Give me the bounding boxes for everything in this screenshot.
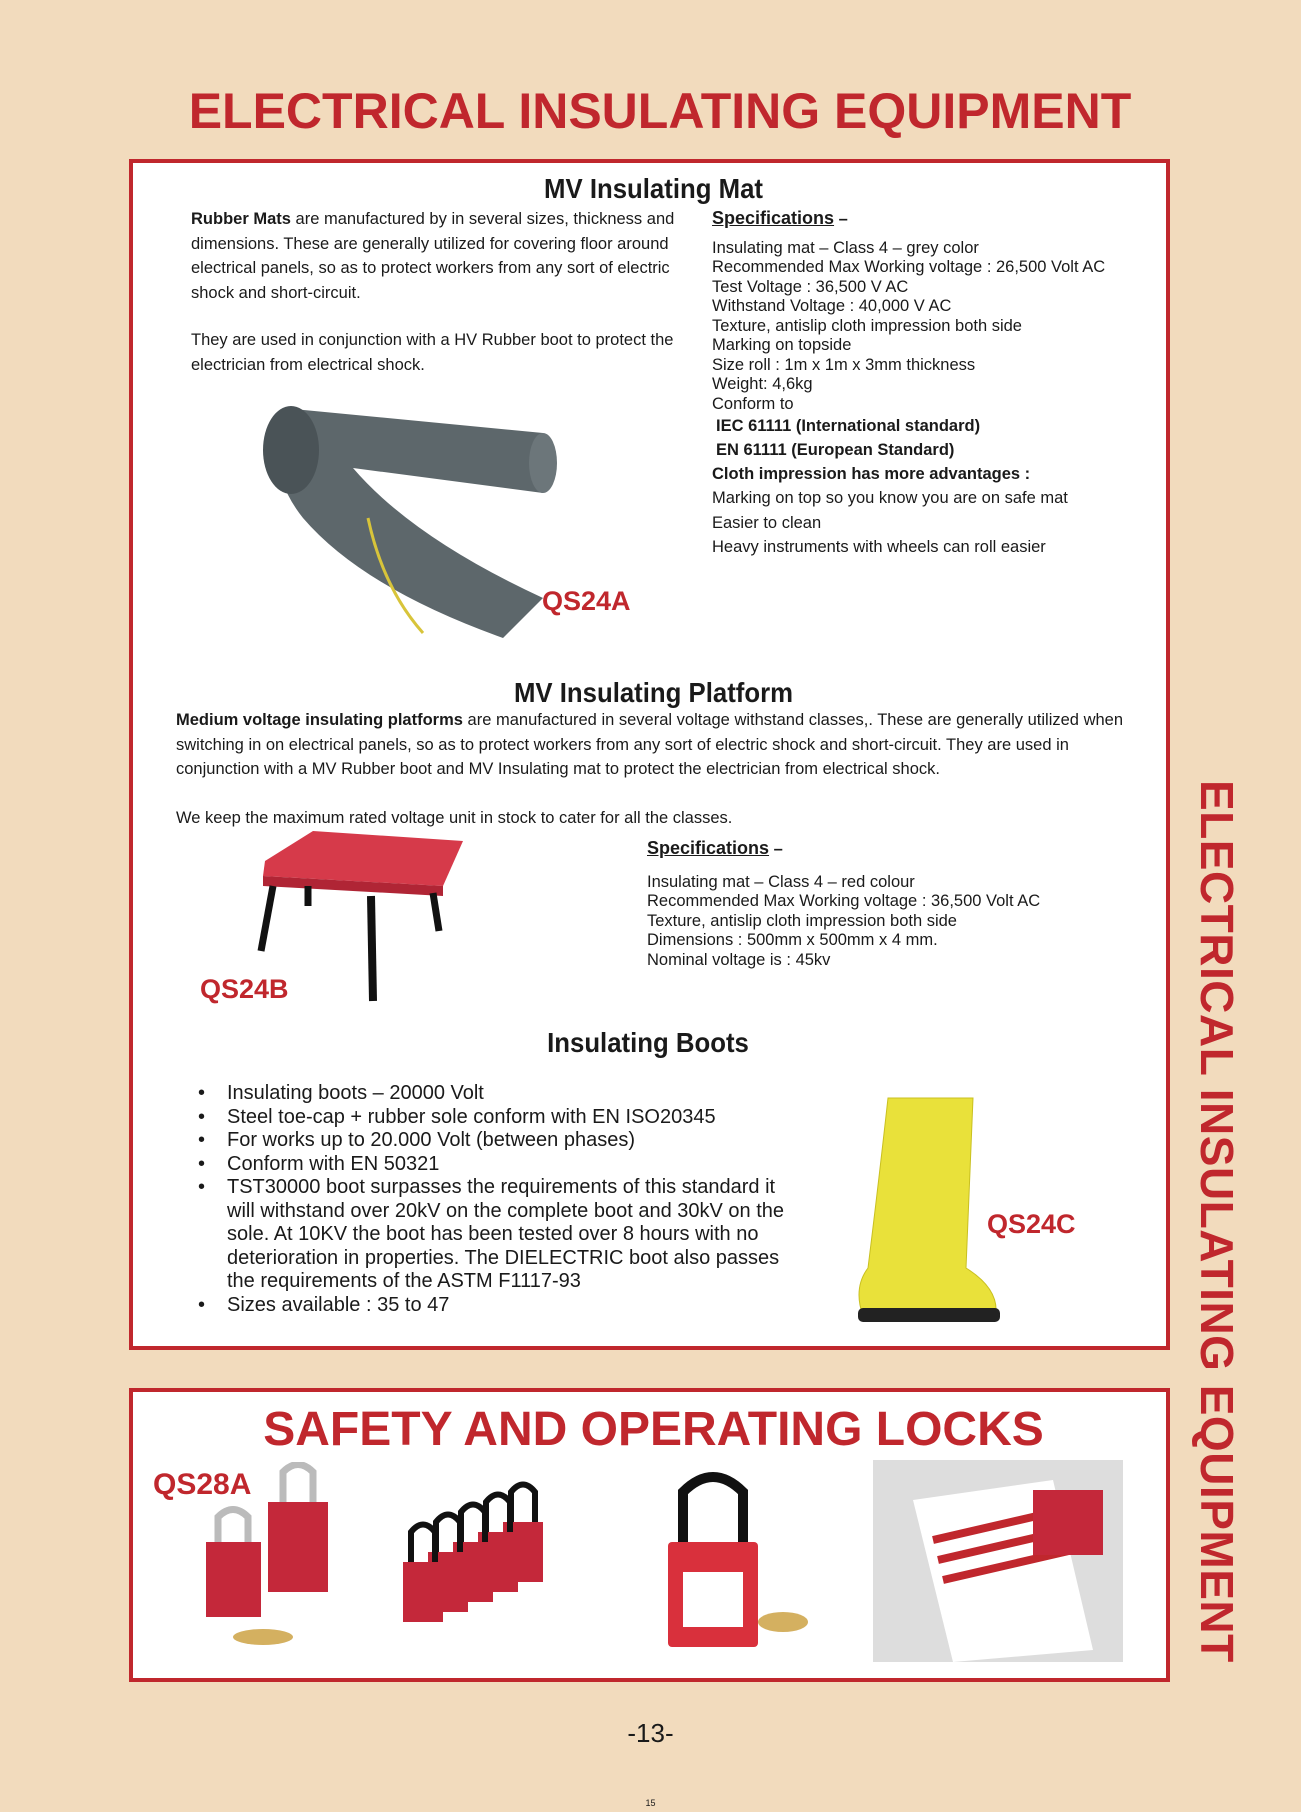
spec-dash: – xyxy=(834,210,848,228)
product-code-qs24a: QS24A xyxy=(542,586,631,616)
standard: IEC 61111 (International standard) xyxy=(716,417,981,435)
locks-heading: SAFETY AND OPERATING LOCKS xyxy=(263,1403,1044,1456)
footer-page-index: 15 xyxy=(645,1798,656,1808)
platform-intro-text: are manufactured in several voltage withstand classes,. These are generally utilized when switching in on electrical panels, so as to protect workers from any sort of electric shock and short-circuit. They are used in conjunction with a MV Rubber boot and MV Insulating mat to protect the electrician from electrical shock. xyxy=(176,711,1124,778)
spec-line: Insulating mat – Class 4 – grey color xyxy=(712,238,979,257)
spec-line: Marking on topside xyxy=(712,336,852,354)
platform-heading: MV Insulating Platform xyxy=(513,677,794,708)
mat-specs xyxy=(712,209,1152,560)
spec-line: Recommended Max Working voltage : 36,500 Volt AC xyxy=(647,892,1041,910)
product-code-qs24b: QS24B xyxy=(200,974,289,1004)
spec-line: Texture, antislip cloth impression both side xyxy=(647,911,957,930)
platform-specs xyxy=(647,839,1127,970)
standard: EN 61111 (European Standard) xyxy=(716,441,955,459)
spec-line: Weight: 4,6kg xyxy=(712,375,813,393)
page-title: ELECTRICAL INSULATING EQUIPMENT xyxy=(188,83,1132,139)
mat-spec-heading: Specifications xyxy=(712,208,835,228)
list-item: • Insulating boots – 20000 Volt xyxy=(198,1082,808,1106)
list-item: • For works up to 20.000 Volt (between phases) xyxy=(198,1129,808,1153)
spec-line: Nominal voltage is : 45kv xyxy=(647,950,831,969)
spec-line: Recommended Max Working voltage : 26,500 Volt AC xyxy=(712,258,1106,276)
mat-intro2: They are used in conjunction with a HV Rubber boot to protect the electrician from electrical shock. xyxy=(191,331,674,374)
advantage: Heavy instruments with wheels can roll easier xyxy=(712,538,1046,556)
locks-panel xyxy=(129,1388,1170,1682)
list-item: • Conform with EN 50321 xyxy=(198,1153,808,1177)
spec-dash: – xyxy=(769,840,783,858)
platform-intro2: We keep the maximum rated voltage unit in stock to cater for all the classes. xyxy=(176,809,733,827)
list-item: • Sizes available : 35 to 47 xyxy=(198,1294,808,1318)
mat-heading: MV Insulating Mat xyxy=(544,173,763,204)
product-code-qs28a: QS28A xyxy=(153,1468,252,1501)
product-code-qs24c: QS24C xyxy=(987,1209,1076,1239)
spec-line: Insulating mat – Class 4 – red colour xyxy=(647,872,915,891)
platform-intro xyxy=(176,708,1136,782)
advantages-heading: Cloth impression has more advantages : xyxy=(712,465,1031,483)
mat-intro-text: are manufactured by in several sizes, thickness and dimensions. These are generally utilized for covering floor around electrical panels, so as to protect workers from any sort of electric shock and short-circuit. xyxy=(191,210,675,302)
spec-line: Withstand Voltage : 40,000 V AC xyxy=(712,297,952,315)
spec-line: Texture, antislip cloth impression both side xyxy=(712,316,1022,335)
mat-intro xyxy=(191,207,683,305)
safety-padlock-image xyxy=(663,1462,813,1652)
spec-line: Dimensions : 500mm x 500mm x 4 mm. xyxy=(647,931,938,949)
mat-intro-bold: Rubber Mats xyxy=(191,210,291,228)
danger-tag-lockout-image xyxy=(873,1460,1123,1662)
platform-intro-bold: Medium voltage insulating platforms xyxy=(176,711,463,729)
side-title: ELECTRICAL INSULATING EQUIPMENT xyxy=(1191,780,1243,1663)
spec-line: Size roll : 1m x 1m x 3mm thickness xyxy=(712,355,976,374)
list-item: • Steel toe-cap + rubber sole conform with EN ISO20345 xyxy=(198,1106,808,1130)
platform-spec-heading: Specifications xyxy=(647,838,770,858)
boots-heading: Insulating Boots xyxy=(547,1027,749,1058)
padlock-set-image xyxy=(373,1472,573,1652)
page-number: -13- xyxy=(627,1718,674,1748)
spec-line: Conform to xyxy=(712,394,794,413)
rubber-mat-image xyxy=(243,388,563,658)
padlocks-image xyxy=(188,1462,338,1652)
advantage: Marking on top so you know you are on safe mat xyxy=(712,489,1068,507)
list-item: • TST30000 boot surpasses the requirements of this standard it will withstand over 20kV on the complete boot and 30kV on the sole. At 10KV the boot has been tested over 8 hours with no deterioration in properties. The DIELECTRIC boot also passes the requirements of the ASTM F1117-93 xyxy=(198,1176,808,1294)
advantage: Easier to clean xyxy=(712,513,822,532)
spec-line: Test Voltage : 36,500 V AC xyxy=(712,277,909,296)
boots-bullet-list xyxy=(198,1082,808,1317)
